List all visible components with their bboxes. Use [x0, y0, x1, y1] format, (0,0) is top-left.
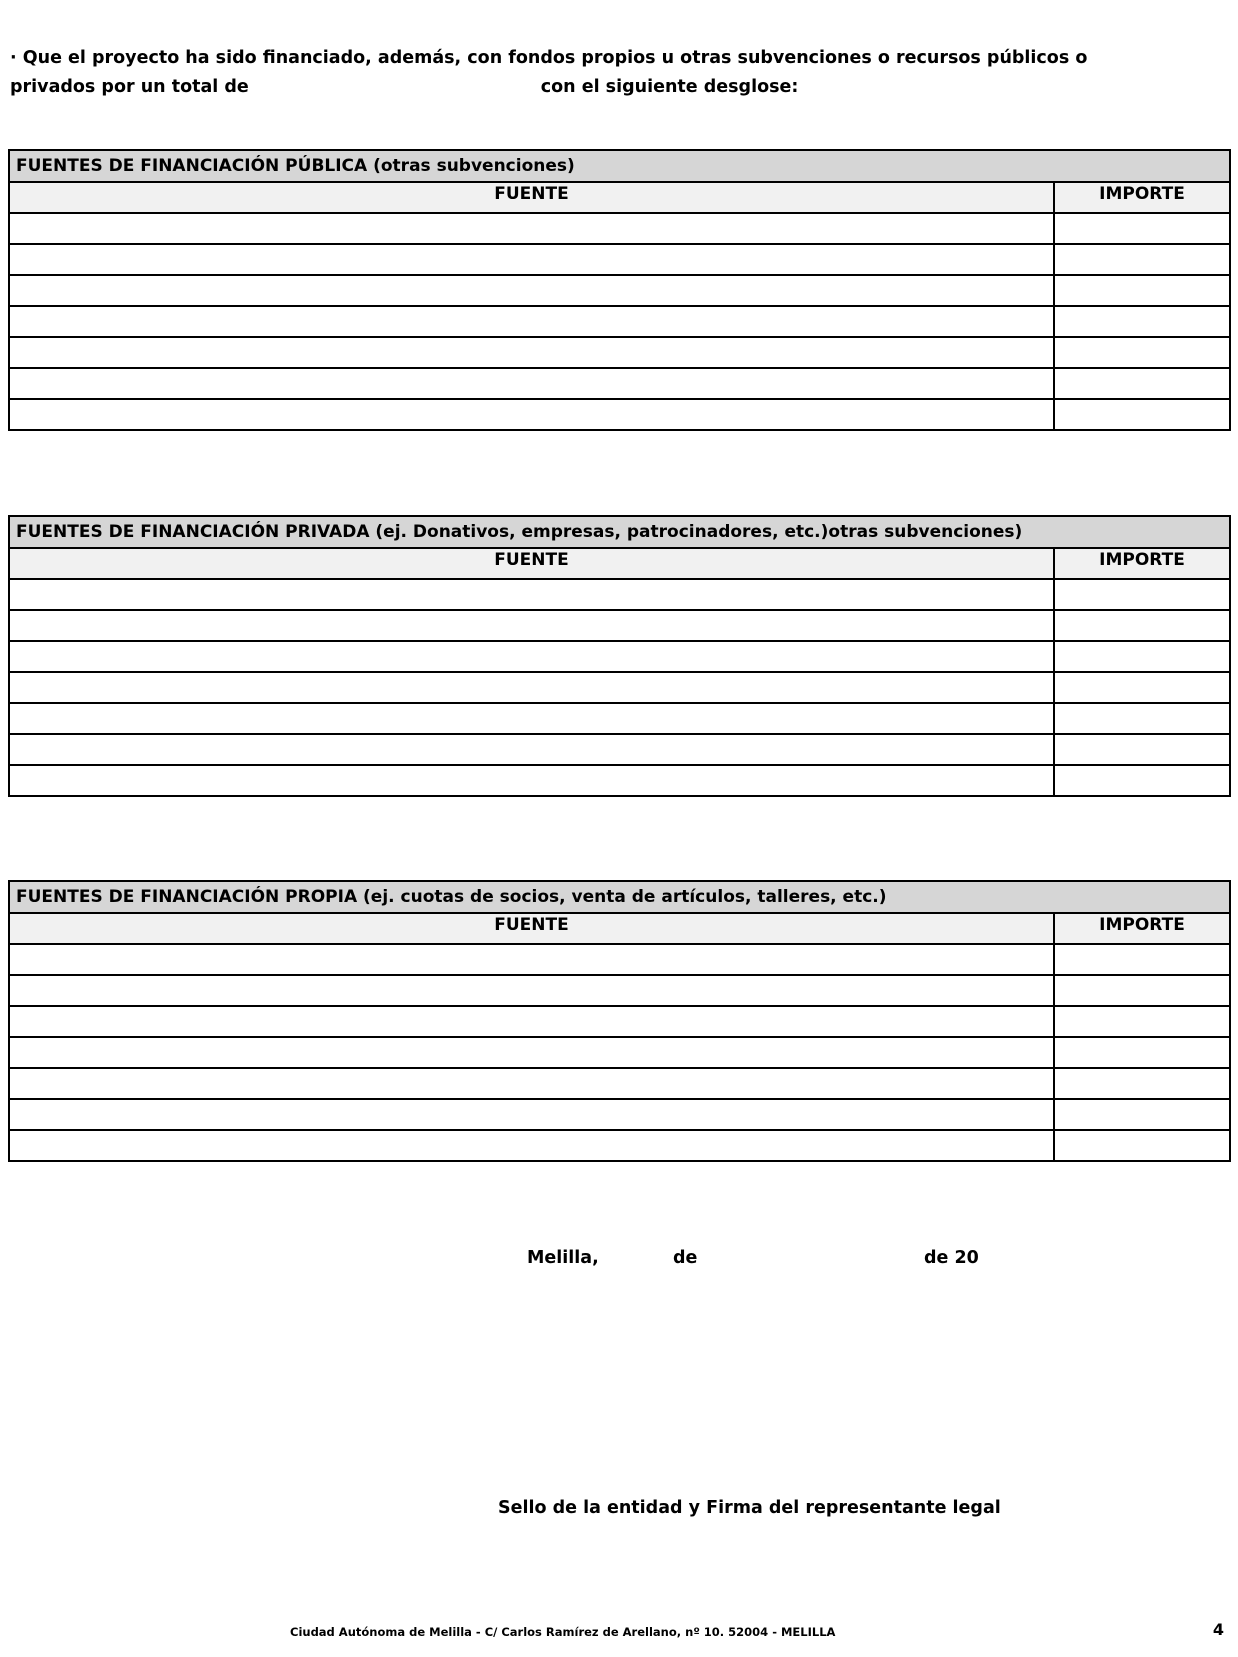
importe-cell[interactable] [1054, 399, 1230, 430]
fuente-cell[interactable] [9, 1099, 1054, 1130]
fuente-cell[interactable] [9, 1068, 1054, 1099]
fuente-cell[interactable] [9, 1006, 1054, 1037]
table-row [9, 944, 1230, 975]
intro-total-label: privados por un total de [10, 77, 249, 97]
importe-cell[interactable] [1054, 1037, 1230, 1068]
importe-cell[interactable] [1054, 1068, 1230, 1099]
public-funding-title: FUENTES DE FINANCIACIÓN PÚBLICA (otras subvenciones) [9, 150, 1230, 182]
importe-cell[interactable] [1054, 275, 1230, 306]
importe-cell[interactable] [1054, 244, 1230, 275]
table-row [9, 399, 1230, 430]
date-de-year: de 20 [924, 1248, 979, 1268]
fuente-cell[interactable] [9, 213, 1054, 244]
public-fuente-header: FUENTE [9, 182, 1054, 213]
fuente-cell[interactable] [9, 975, 1054, 1006]
private-importe-header: IMPORTE [1054, 548, 1230, 579]
intro-line-2 [10, 73, 1210, 102]
own-funding-table [8, 880, 1231, 1162]
table-row [9, 734, 1230, 765]
fuente-cell[interactable] [9, 399, 1054, 430]
intro-statement [10, 44, 1210, 102]
footer-address: Ciudad Autónoma de Melilla - C/ Carlos Ramírez de Arellano, nº 10. 52004 - MELILLA [290, 1625, 836, 1639]
table-row [9, 1068, 1230, 1099]
importe-cell[interactable] [1054, 213, 1230, 244]
fuente-cell[interactable] [9, 244, 1054, 275]
table-row [9, 765, 1230, 796]
importe-cell[interactable] [1054, 1130, 1230, 1161]
intro-line-1: · Que el proyecto ha sido financiado, además, con fondos propios u otras subvenciones o recursos públicos o [10, 48, 1088, 68]
importe-cell[interactable] [1054, 975, 1230, 1006]
fuente-cell[interactable] [9, 368, 1054, 399]
fuente-cell[interactable] [9, 1037, 1054, 1068]
own-importe-header: IMPORTE [1054, 913, 1230, 944]
own-funding-title: FUENTES DE FINANCIACIÓN PROPIA (ej. cuotas de socios, venta de artículos, talleres, etc.) [9, 881, 1230, 913]
date-place: Melilla, [527, 1248, 599, 1268]
fuente-cell[interactable] [9, 1130, 1054, 1161]
private-funding-title: FUENTES DE FINANCIACIÓN PRIVADA (ej. Donativos, empresas, patrocinadores, etc.)otras subvenciones) [9, 516, 1230, 548]
table-row [9, 641, 1230, 672]
table-row [9, 213, 1230, 244]
private-fuente-header: FUENTE [9, 548, 1054, 579]
table-row [9, 337, 1230, 368]
fuente-cell[interactable] [9, 337, 1054, 368]
fuente-cell[interactable] [9, 579, 1054, 610]
table-row [9, 306, 1230, 337]
public-importe-header: IMPORTE [1054, 182, 1230, 213]
table-row [9, 579, 1230, 610]
importe-cell[interactable] [1054, 734, 1230, 765]
importe-cell[interactable] [1054, 337, 1230, 368]
importe-cell[interactable] [1054, 306, 1230, 337]
importe-cell[interactable] [1054, 944, 1230, 975]
fuente-cell[interactable] [9, 703, 1054, 734]
importe-cell[interactable] [1054, 1006, 1230, 1037]
fuente-cell[interactable] [9, 275, 1054, 306]
table-row [9, 1099, 1230, 1130]
date-de-month: de [673, 1248, 698, 1268]
intro-breakdown-label: con el siguiente desglose: [540, 77, 799, 97]
table-row [9, 1006, 1230, 1037]
table-row [9, 1037, 1230, 1068]
importe-cell[interactable] [1054, 672, 1230, 703]
public-funding-table [8, 149, 1231, 431]
importe-cell[interactable] [1054, 579, 1230, 610]
fuente-cell[interactable] [9, 944, 1054, 975]
fuente-cell[interactable] [9, 641, 1054, 672]
importe-cell[interactable] [1054, 703, 1230, 734]
fuente-cell[interactable] [9, 734, 1054, 765]
table-row [9, 672, 1230, 703]
fuente-cell[interactable] [9, 765, 1054, 796]
table-row [9, 368, 1230, 399]
own-fuente-header: FUENTE [9, 913, 1054, 944]
page-number: 4 [1212, 1620, 1224, 1639]
private-funding-table [8, 515, 1231, 797]
importe-cell[interactable] [1054, 368, 1230, 399]
importe-cell[interactable] [1054, 1099, 1230, 1130]
table-row [9, 610, 1230, 641]
fuente-cell[interactable] [9, 306, 1054, 337]
signature-label: Sello de la entidad y Firma del representante legal [498, 1498, 1001, 1518]
table-row [9, 275, 1230, 306]
importe-cell[interactable] [1054, 610, 1230, 641]
importe-cell[interactable] [1054, 641, 1230, 672]
table-row [9, 703, 1230, 734]
table-row [9, 1130, 1230, 1161]
importe-cell[interactable] [1054, 765, 1230, 796]
fuente-cell[interactable] [9, 672, 1054, 703]
table-row [9, 244, 1230, 275]
fuente-cell[interactable] [9, 610, 1054, 641]
table-row [9, 975, 1230, 1006]
